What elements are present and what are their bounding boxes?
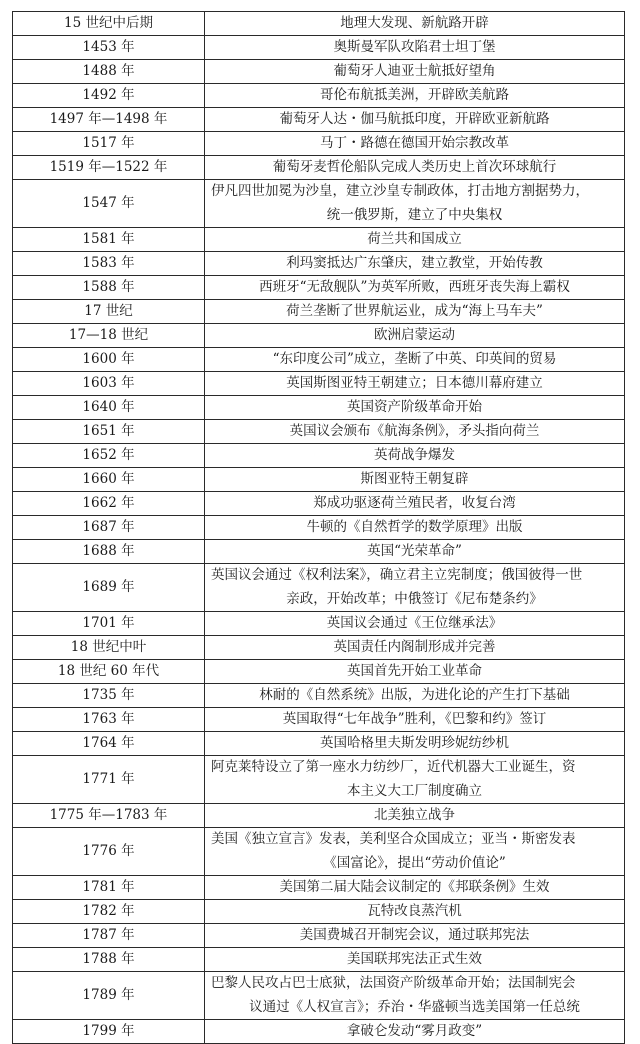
date-cell: 1583 年 (13, 252, 205, 276)
date-cell: 1775 年—1783 年 (13, 804, 205, 828)
event-cell (205, 60, 625, 84)
table-row (13, 324, 625, 348)
date-cell: 1776 年 (13, 828, 205, 876)
table-row (13, 564, 625, 612)
event-text-line: 统一俄罗斯，建立了中央集权 (326, 206, 503, 223)
event-cell (205, 36, 625, 60)
event-text-line: 西班牙“无敌舰队”为英军所败，西班牙丧失海上霸权 (259, 279, 570, 295)
table-row (13, 636, 625, 660)
date-cell: 1519 年—1522 年 (13, 156, 205, 180)
date-cell: 1789 年 (13, 972, 205, 1020)
date-cell: 17 世纪 (13, 300, 205, 324)
table-row (13, 276, 625, 300)
event-text-line: 哥伦布航抵美洲，开辟欧美航路 (320, 87, 509, 103)
table-row (13, 228, 625, 252)
event-text-line: 马丁・路德在德国开始宗教改革 (320, 135, 509, 151)
event-cell (205, 1020, 625, 1044)
event-text-line: 英国斯图亚特王朝建立；日本德川幕府建立 (286, 375, 543, 391)
event-text-line: 荷兰共和国成立 (367, 231, 462, 247)
event-text-line: 英国议会通过《权利法案》，确立君主立宪制度；俄国彼得一世 (211, 567, 583, 583)
event-text-line: 英荷战争爆发 (374, 447, 455, 463)
table-row (13, 396, 625, 420)
table-row (13, 420, 625, 444)
table-row (13, 60, 625, 84)
event-text-line: 北美独立战争 (374, 807, 455, 823)
date-cell: 1735 年 (13, 684, 205, 708)
table-row (13, 804, 625, 828)
event-cell (205, 660, 625, 684)
date-cell: 1688 年 (13, 540, 205, 564)
period-cell: 15 世纪中后期 (13, 12, 205, 36)
date-cell: 1781 年 (13, 876, 205, 900)
event-cell (205, 180, 625, 228)
event-text-line: 英国哈格里夫斯发明珍妮纺纱机 (320, 735, 509, 751)
event-cell (205, 468, 625, 492)
event-text-line: 美国联邦宪法正式生效 (347, 951, 482, 967)
date-cell: 1782 年 (13, 900, 205, 924)
event-cell (205, 516, 625, 540)
date-cell: 1689 年 (13, 564, 205, 612)
date-cell: 18 世纪中叶 (13, 636, 205, 660)
table-row (13, 132, 625, 156)
event-text-line: 英国首先开始工业革命 (347, 663, 482, 679)
table-row (13, 948, 625, 972)
date-cell: 1497 年—1498 年 (13, 108, 205, 132)
event-text-line: 伊凡四世加冕为沙皇，建立沙皇专制政体，打击地方割据势力， (211, 183, 589, 199)
event-text-line: “东印度公司”成立，垄断了中英、印英间的贸易 (272, 351, 557, 367)
event-cell (205, 396, 625, 420)
event-text-line: 荷兰垄断了世界航运业，成为“海上马车夫” (286, 303, 543, 319)
event-text-line: 牛顿的《自然哲学的数学原理》出版 (306, 519, 523, 535)
event-text-line: 议通过《人权宣言》；乔治・华盛顿当选美国第一任总统 (249, 998, 580, 1015)
table-row (13, 372, 625, 396)
table-row (13, 108, 625, 132)
event-text-line: 英国议会颁布《航海条例》，矛头指向荷兰 (289, 423, 540, 439)
event-cell (205, 804, 625, 828)
event-cell (205, 492, 625, 516)
event-cell (205, 420, 625, 444)
event-text-line: 英国“光荣革命” (367, 543, 462, 559)
date-cell: 1763 年 (13, 708, 205, 732)
event-text-line: 欧洲启蒙运动 (374, 327, 455, 343)
event-cell (205, 228, 625, 252)
event-cell (205, 108, 625, 132)
event-text-line: 林耐的《自然系统》出版，为进化论的产生打下基础 (259, 687, 570, 703)
date-cell: 1651 年 (13, 420, 205, 444)
table-row (13, 252, 625, 276)
event-cell (205, 444, 625, 468)
event-text-line: 拿破仑发动“雾月政变” (346, 1023, 483, 1039)
event-cell (205, 276, 625, 300)
event-cell (205, 372, 625, 396)
date-cell: 1603 年 (13, 372, 205, 396)
event-text-line: 葡萄牙人迪亚士航抵好望角 (333, 63, 496, 79)
event-cell (205, 732, 625, 756)
table-row (13, 300, 625, 324)
table-row (13, 660, 625, 684)
event-cell (205, 948, 625, 972)
event-cell (205, 684, 625, 708)
date-cell: 1640 年 (13, 396, 205, 420)
timeline-body (13, 12, 625, 1044)
event-text-line: 亲政，开始改革；中俄签订《尼布楚条约》 (286, 590, 543, 607)
table-row (13, 492, 625, 516)
event-text-line: 利玛窦抵达广东肇庆，建立教堂，开始传教 (286, 255, 543, 271)
event-text-line: 英国议会通过《王位继承法》 (326, 615, 503, 631)
event-cell (205, 876, 625, 900)
date-cell: 1764 年 (13, 732, 205, 756)
event-text-line: 美国《独立宣言》发表，美利坚合众国成立；亚当・斯密发表 (211, 831, 576, 847)
table-header-row (13, 12, 625, 36)
date-cell: 1453 年 (13, 36, 205, 60)
event-cell (205, 252, 625, 276)
event-cell (205, 132, 625, 156)
event-text-line: 美国费城召开制宪会议，通过联邦宪法 (299, 927, 530, 943)
date-cell: 1799 年 (13, 1020, 205, 1044)
date-cell: 1687 年 (13, 516, 205, 540)
table-row (13, 972, 625, 1020)
event-text-line: 美国第二届大陆会议制定的《邦联条例》生效 (279, 879, 550, 895)
event-text-line: 瓦特改良蒸汽机 (367, 903, 462, 919)
event-cell (205, 84, 625, 108)
date-cell: 1492 年 (13, 84, 205, 108)
date-cell: 1771 年 (13, 756, 205, 804)
event-text-line: 葡萄牙麦哲伦船队完成人类历史上首次环球航行 (272, 159, 557, 175)
event-text-line: 《国富论》，提出“劳动价值论” (323, 854, 506, 871)
event-text-line: 斯图亚特王朝复辟 (360, 471, 469, 487)
event-text-line: 巴黎人民攻占巴士底狱，法国资产阶级革命开始；法国制宪会 (211, 975, 576, 991)
event-cell (205, 972, 625, 1020)
date-cell: 1652 年 (13, 444, 205, 468)
event-text-line: 奥斯曼军队攻陷君士坦丁堡 (333, 39, 496, 55)
date-cell: 1581 年 (13, 228, 205, 252)
date-cell: 18 世纪 60 年代 (13, 660, 205, 684)
event-cell (205, 708, 625, 732)
event-cell (205, 348, 625, 372)
date-cell: 1787 年 (13, 924, 205, 948)
table-row (13, 684, 625, 708)
event-cell (205, 924, 625, 948)
event-cell (205, 156, 625, 180)
date-cell: 1662 年 (13, 492, 205, 516)
table-row (13, 732, 625, 756)
history-timeline-table (12, 11, 625, 1044)
date-cell: 1701 年 (13, 612, 205, 636)
date-cell: 1660 年 (13, 468, 205, 492)
date-cell: 1600 年 (13, 348, 205, 372)
table-row (13, 828, 625, 876)
table-row (13, 36, 625, 60)
table-row (13, 1020, 625, 1044)
table-row (13, 84, 625, 108)
table-row (13, 924, 625, 948)
table-row (13, 612, 625, 636)
date-cell: 17—18 世纪 (13, 324, 205, 348)
table-row (13, 180, 625, 228)
event-text-line: 英国责任内阁制形成并完善 (333, 639, 496, 655)
date-cell: 1547 年 (13, 180, 205, 228)
date-cell: 1517 年 (13, 132, 205, 156)
theme-cell: 地理大发现、新航路开辟 (205, 12, 625, 36)
date-cell: 1588 年 (13, 276, 205, 300)
event-cell (205, 828, 625, 876)
table-row (13, 156, 625, 180)
event-text-line: 英国取得“七年战争”胜利，《巴黎和约》签订 (282, 711, 547, 727)
table-row (13, 900, 625, 924)
event-text-line: 葡萄牙人达・伽马航抵印度，开辟欧亚新航路 (279, 111, 550, 127)
table-row (13, 444, 625, 468)
event-text-line: 阿克莱特设立了第一座水力纺纱厂，近代机器大工业诞生，资 (211, 759, 576, 775)
table-row (13, 876, 625, 900)
table-row (13, 756, 625, 804)
event-cell (205, 636, 625, 660)
event-text-line: 英国资产阶级革命开始 (347, 399, 482, 415)
table-row (13, 468, 625, 492)
event-cell (205, 612, 625, 636)
event-text-line: 郑成功驱逐荷兰殖民者，收复台湾 (313, 495, 516, 511)
event-text-line: 本主义大工厂制度确立 (347, 782, 482, 799)
table-row (13, 708, 625, 732)
date-cell: 1488 年 (13, 60, 205, 84)
event-cell (205, 540, 625, 564)
event-cell (205, 300, 625, 324)
event-cell (205, 324, 625, 348)
table-row (13, 516, 625, 540)
table-row (13, 348, 625, 372)
event-cell (205, 900, 625, 924)
table-row (13, 540, 625, 564)
date-cell: 1788 年 (13, 948, 205, 972)
event-cell (205, 564, 625, 612)
event-cell (205, 756, 625, 804)
